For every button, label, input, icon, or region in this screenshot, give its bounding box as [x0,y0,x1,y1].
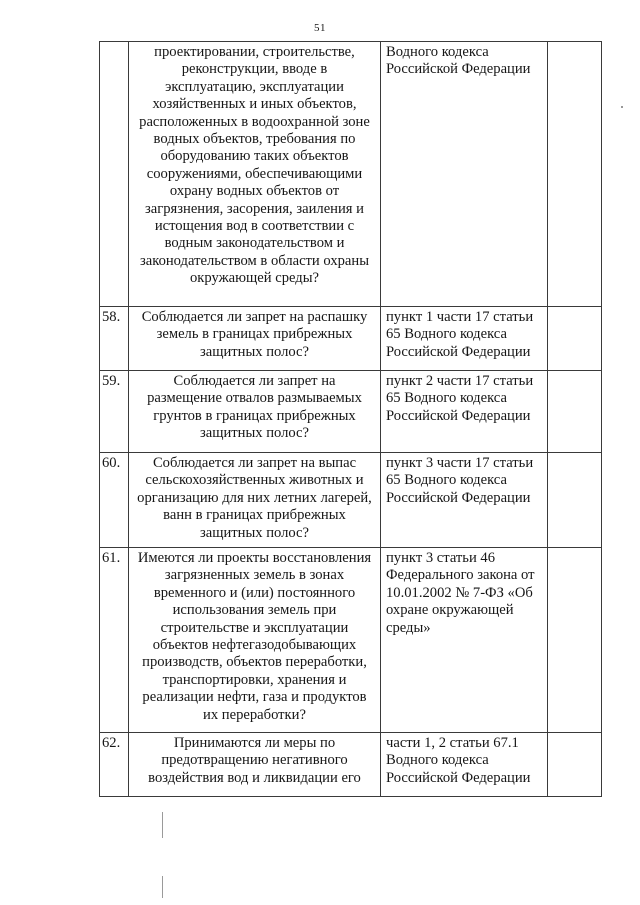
question-text: Соблюдается ли запрет на выпас сельскохозяйственных животных и организацию для них летних лагерей, ванн в границах прибрежных защитных полос? [129,453,381,548]
blank-cell [548,453,602,548]
legal-reference: пункт 1 части 17 статьи 65 Водного кодекса Российской Федерации [381,307,548,371]
blank-cell [548,733,602,797]
table-row [100,42,602,307]
table-row [100,307,602,371]
table-row [100,733,602,797]
legal-reference: Водного кодекса Российской Федерации [381,42,548,307]
table-row [100,453,602,548]
legal-reference: пункт 2 части 17 статьи 65 Водного кодекса Российской Федерации [381,371,548,453]
row-number: 60. [100,453,129,548]
blank-cell [548,42,602,307]
row-number [100,42,129,307]
table-row [100,548,602,733]
blank-cell [548,371,602,453]
legal-reference: пункт 3 части 17 статьи 65 Водного кодекса Российской Федерации [381,453,548,548]
scan-speck [621,106,623,108]
row-number: 62. [100,733,129,797]
question-text: Соблюдается ли запрет на распашку земель в границах прибрежных защитных полос? [129,307,381,371]
row-number: 61. [100,548,129,733]
blank-cell [548,548,602,733]
blank-cell [548,307,602,371]
row-number: 59. [100,371,129,453]
page-number: 51 [314,22,326,34]
checklist-table [99,41,602,797]
table-row [100,371,602,453]
scan-artifact-line [162,812,163,838]
question-text: Соблюдается ли запрет на размещение отвалов размываемых грунтов в границах прибрежных защитных полос? [129,371,381,453]
question-text: Имеются ли проекты восстановления загрязненных земель в зонах временного и (или) постоянного использования земель при строительстве и эксплуатации объектов нефтегазодобывающих производств, объектов переработки, транспортировки, хранения и реализации нефти, газа и продуктов их переработки? [129,548,381,733]
row-number: 58. [100,307,129,371]
question-text: проектировании, строительстве, реконструкции, вводе в эксплуатацию, эксплуатации хозяйственных и иных объектов, расположенных в водоохранной зоне водных объектов, требования по оборудованию таких объектов сооружениями, обеспечивающими охрану водных объектов от загрязнения, засорения, заиления и истощения вод в соответствии с водным законодательством и законодательством в области охраны окружающей среды? [129,42,381,307]
legal-reference: пункт 3 статьи 46 Федерального закона от 10.01.2002 № 7-ФЗ «Об охране окружающей среды» [381,548,548,733]
legal-reference: части 1, 2 статьи 67.1 Водного кодекса Российской Федерации [381,733,548,797]
scan-artifact-line [162,876,163,898]
question-text: Принимаются ли меры по предотвращению негативного воздействия вод и ликвидации его [129,733,381,797]
